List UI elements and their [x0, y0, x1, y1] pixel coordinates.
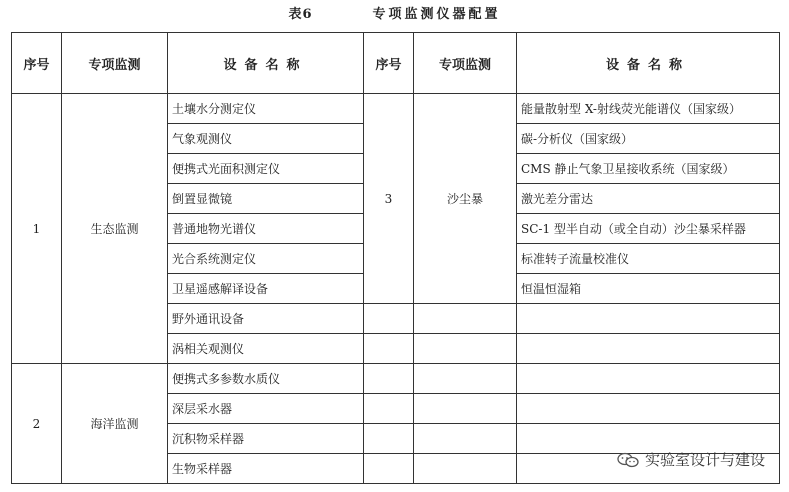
equipment-cell: 便携式多参数水质仪: [168, 364, 364, 394]
empty-cell: [364, 304, 414, 334]
table-row: [12, 364, 780, 394]
table-header-row: [12, 33, 780, 94]
group-category: 沙尘暴: [414, 94, 517, 304]
empty-cell: [414, 364, 517, 394]
table-row: [12, 94, 780, 124]
equipment-cell: 深层采水器: [168, 394, 364, 424]
equipment-cell: 激光差分雷达: [517, 184, 780, 214]
wechat-icon: [617, 452, 639, 468]
header-index: 序号: [12, 33, 62, 94]
equipment-cell: SC-1 型半自动（或全自动）沙尘暴采样器: [517, 214, 780, 244]
equipment-cell: 生物采样器: [168, 454, 364, 484]
empty-cell: [364, 364, 414, 394]
empty-cell: [517, 394, 780, 424]
empty-cell: [517, 364, 780, 394]
watermark-text: 实验室设计与建设: [644, 451, 765, 469]
equipment-cell: 标准转子流量校准仪: [517, 244, 780, 274]
empty-cell: [364, 334, 414, 364]
empty-cell: [364, 394, 414, 424]
empty-cell: [414, 454, 517, 484]
group-index: 3: [364, 94, 414, 304]
table-caption: [0, 0, 789, 30]
equipment-cell: CMS 静止气象卫星接收系统（国家级）: [517, 154, 780, 184]
header-category-2: 专项监测: [414, 33, 517, 94]
equipment-cell: 涡相关观测仪: [168, 334, 364, 364]
group-index: 1: [12, 94, 62, 364]
empty-cell: [414, 304, 517, 334]
header-equipment: 设备名称: [168, 33, 364, 94]
caption-label: 表6: [288, 7, 313, 22]
empty-cell: [414, 334, 517, 364]
header-equipment-2: 设备名称: [517, 33, 780, 94]
group-category: 生态监测: [62, 94, 168, 364]
equipment-cell: 恒温恒湿箱: [517, 274, 780, 304]
equipment-cell: 碳-分析仪（国家级）: [517, 124, 780, 154]
equipment-cell: 普通地物光谱仪: [168, 214, 364, 244]
caption-title: 专项监测仪器配置: [372, 7, 501, 22]
equipment-cell: 气象观测仪: [168, 124, 364, 154]
equipment-table: [11, 32, 780, 484]
equipment-cell: 卫星遥感解译设备: [168, 274, 364, 304]
group-index: 2: [12, 364, 62, 484]
empty-cell: [517, 334, 780, 364]
equipment-cell: 沉积物采样器: [168, 424, 364, 454]
empty-cell: [364, 454, 414, 484]
empty-cell: [414, 394, 517, 424]
equipment-cell: 能量散射型 X-射线荧光能谱仪（国家级）: [517, 94, 780, 124]
empty-cell: [517, 304, 780, 334]
watermark: [617, 449, 765, 470]
header-index-2: 序号: [364, 33, 414, 94]
group-category: 海洋监测: [62, 364, 168, 484]
empty-cell: [364, 424, 414, 454]
equipment-cell: 倒置显微镜: [168, 184, 364, 214]
equipment-cell: 光合系统测定仪: [168, 244, 364, 274]
header-category: 专项监测: [62, 33, 168, 94]
equipment-cell: 便携式光面积测定仪: [168, 154, 364, 184]
equipment-cell: 土壤水分测定仪: [168, 94, 364, 124]
empty-cell: [414, 424, 517, 454]
equipment-cell: 野外通讯设备: [168, 304, 364, 334]
